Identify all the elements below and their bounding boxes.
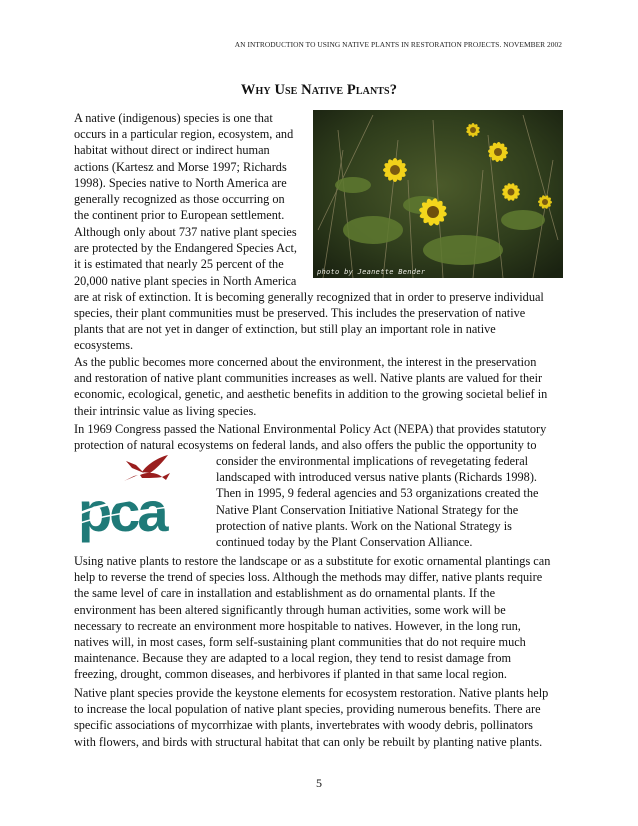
text-line: specific associations of mycorrhizae with plants, invertebrates with woody debris, pollinators [74,718,533,733]
text-line: actions (Kartesz and Morse 1997; Richards [74,159,287,174]
page-title: Why Use Native Plants? [240,82,398,98]
text-line: In 1969 Congress passed the National Environmental Policy Act (NEPA) that provides statutory [74,422,547,436]
pca-logo [76,453,212,549]
text-line: to increase the local population of native plant species, providing numerous benefits. There are [74,702,541,717]
text-line: consider the environmental implications of revegetating federal [216,454,529,468]
running-header: AN INTRODUCTION TO USING NATIVE PLANTS IN RESTORATION PROJECTS. NOVEMBER 2002 [234,40,562,49]
text-line: A native (indigenous) species is one that [74,111,273,125]
text-line: As the public becomes more concerned about the environment, the interest in the preservation [74,355,537,369]
photo-credit: photo by Jeanette Bender [317,268,426,276]
paragraph-3 [74,354,547,419]
text-line: freezing, drought, common diseases, and herbivores if planted in that same local region. [74,667,507,682]
text-line: Although only about 737 native plant species [74,225,297,239]
text-line: generally recognized as those occurring on [74,192,285,207]
paragraph-2 [74,224,544,354]
text-line: their intrinsic value as living species. [74,403,257,418]
text-line: Then in 1995, 9 federal agencies and 53 organizations created the [216,486,539,501]
text-line: Using native plants to restore the landscape or as a substitute for exotic ornamental plantings can [74,554,551,568]
text-line: protection of native plants. Work on the National Strategy is [216,518,512,533]
text-line: environment has been altered significantly through human activities, some work will be [74,602,506,617]
paragraph-6 [74,685,548,750]
paragraph-1 [74,110,293,223]
text-line: the same level of care in installation and establishment as do ornamental plants. If the [74,586,496,601]
text-line: species, their plant communities must be preserved. This includes the preservation of native [74,306,526,321]
paragraph-4 [74,421,546,453]
text-line: natives will, in most cases, form self-sustaining plant communities that do not require much [74,635,526,650]
text-line: protection of natural ecosystems on federal lands, and also offers the public the opportunity to [74,438,537,453]
text-line: 20,000 native plant species in North America [74,273,297,288]
text-line: continued today by the Plant Conservation Alliance. [216,535,473,550]
hummingbird-icon [124,455,170,481]
text-line: ecosystems. [74,338,134,353]
text-line: 1998). Species native to North America are [74,175,287,190]
text-line: landscaped with introduced versus native plants (Richards 1998). [216,470,538,485]
text-line: help to reverse the trend of species loss. Although the methods may differ, native plants require [74,570,543,585]
text-line: occurs in a particular region, ecosystem, and [74,127,294,142]
text-line: Native Plant Conservation Initiative National Strategy for the [216,502,519,517]
paragraph-5 [74,553,550,683]
text-line: habitat without direct or indirect human [74,143,270,158]
text-line: Native plant species provide the keystone elements for ecosystem restoration. Native plants help [74,686,549,700]
text-line: necessary to recreate an environment more hospitable to natives. However, in the long run, [74,618,521,633]
text-line: and restoration of native plant communities increases as well. Native plants are valued for their [74,371,543,386]
text-line: with flowers, and birds with structural habitat that can only be rebuilt by planting native plants. [74,734,543,749]
paragraph-4-wrap [216,453,538,550]
pca-logo-graphic [76,453,212,549]
text-line: maintenance. Because they are adapted to a local region, they tend to resist damage from [74,651,512,666]
text-line: the continent prior to European settlement. [74,208,285,223]
text-line: are at risk of extinction. It is becoming generally recognized that in order to preserve individual [74,289,544,304]
text-line: plants that are not yet in danger of extinction, but still play an important role in native [74,322,496,337]
pca-wordmark: pca [78,480,166,543]
text-line: it is estimated that nearly 25 percent of the [74,257,284,272]
text-line: economic, ecological, genetic, and aesthetic benefits in addition to the growing societal belief in [74,387,548,402]
text-line: are protected by the Endangered Species Act, [74,241,297,256]
page-number: 5 [316,776,322,790]
